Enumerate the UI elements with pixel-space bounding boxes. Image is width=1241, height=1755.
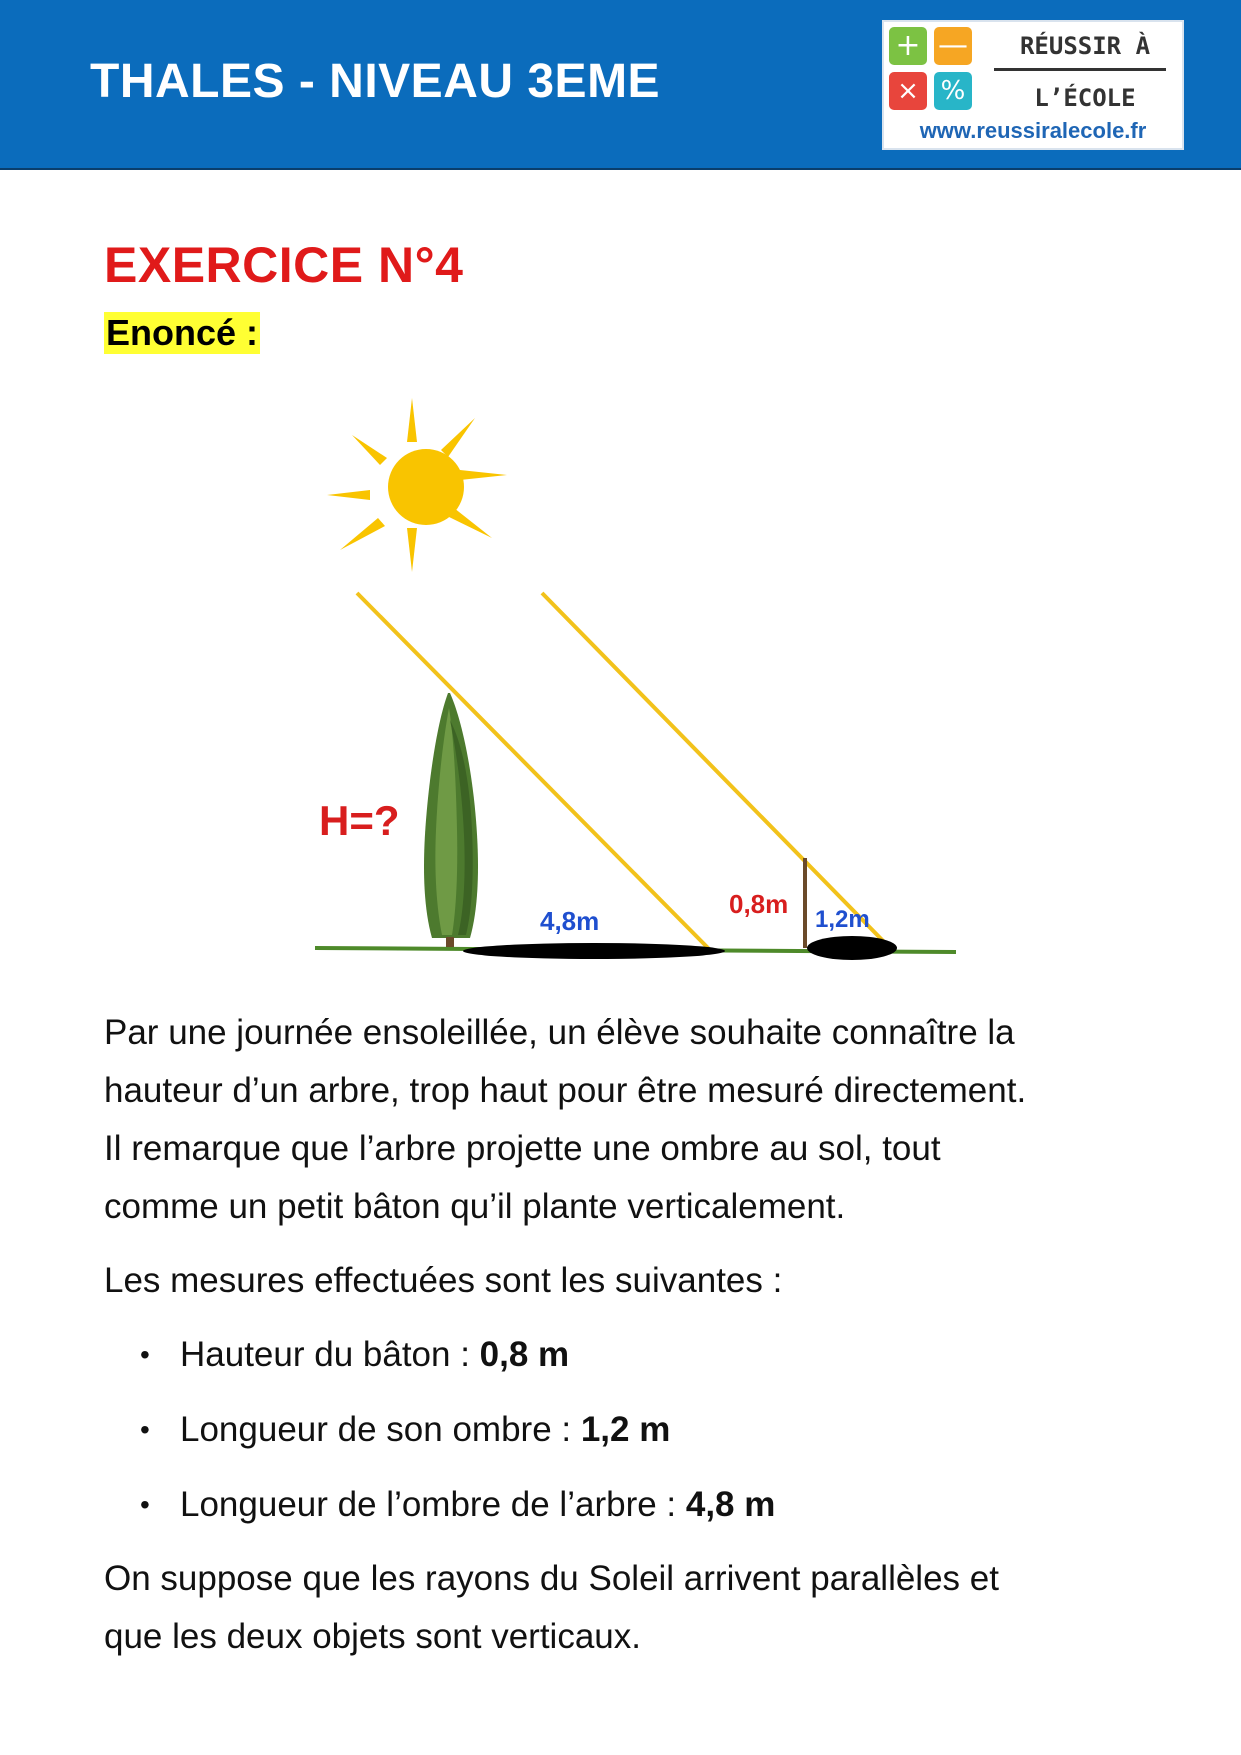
measurement-label: Hauteur du bâton : <box>180 1335 480 1374</box>
sun-ray-stick <box>542 593 892 950</box>
page-header <box>0 0 1241 170</box>
header-title: THALES - NIVEAU 3EME <box>90 55 661 108</box>
stick <box>803 858 807 948</box>
tree-icon <box>424 693 478 947</box>
minus-icon: — <box>934 27 972 65</box>
bullet-icon: • <box>140 1414 150 1445</box>
multiply-icon: × <box>889 72 927 110</box>
assumption-statement <box>104 1550 1164 1666</box>
bullet-icon: • <box>140 1339 150 1370</box>
sun-ray-tree <box>357 593 710 950</box>
sun-icon <box>327 398 507 572</box>
enonce-label: Enoncé : <box>106 312 259 353</box>
list-item <box>104 1476 1164 1551</box>
statement-line: comme un petit bâton qu’il plante verticalement. <box>104 1187 846 1226</box>
exercise-title: EXERCICE N°4 <box>104 237 464 293</box>
measurements-intro: Les mesures effectuées sont les suivantes : <box>104 1261 783 1300</box>
statement-line: On suppose que les rayons du Soleil arrivent parallèles et <box>104 1559 999 1598</box>
logo-text-line1: RÉUSSIR À <box>1019 32 1151 60</box>
stick-shadow <box>807 936 897 960</box>
list-item <box>104 1401 1164 1476</box>
height-unknown-label: H=? <box>319 797 400 844</box>
measurement-value: 0,8 m <box>479 1335 570 1374</box>
plus-icon: + <box>889 27 927 65</box>
percent-icon: % <box>934 72 972 110</box>
logo-url[interactable]: www.reussiralecole.fr <box>919 118 1147 143</box>
measurement-value: 4,8 m <box>685 1485 776 1524</box>
site-logo[interactable] <box>882 20 1184 150</box>
measurement-label: Longueur de l’ombre de l’arbre : <box>180 1485 686 1524</box>
statement-line: Il remarque que l’arbre projette une ombre au sol, tout <box>104 1129 941 1168</box>
measurement-value: 1,2 m <box>580 1410 671 1449</box>
problem-statement <box>104 1004 1164 1236</box>
tree-shadow <box>463 943 725 959</box>
measurements-list <box>104 1326 1164 1551</box>
logo-text-line2: L’ÉCOLE <box>1034 84 1136 112</box>
bullet-icon: • <box>140 1489 150 1520</box>
stick-height-label: 0,8m <box>729 889 789 919</box>
logo-separator <box>994 68 1166 71</box>
list-item <box>104 1326 1164 1401</box>
tree-shadow-label: 4,8m <box>540 906 600 936</box>
stick-shadow-label: 1,2m <box>815 906 870 933</box>
thales-figure <box>300 390 980 970</box>
statement-line: hauteur d’un arbre, trop haut pour être mesuré directement. <box>104 1071 1027 1110</box>
statement-line: Par une journée ensoleillée, un élève souhaite connaître la <box>104 1013 1015 1052</box>
statement-line: que les deux objets sont verticaux. <box>104 1617 641 1656</box>
measurement-label: Longueur de son ombre : <box>180 1410 581 1449</box>
